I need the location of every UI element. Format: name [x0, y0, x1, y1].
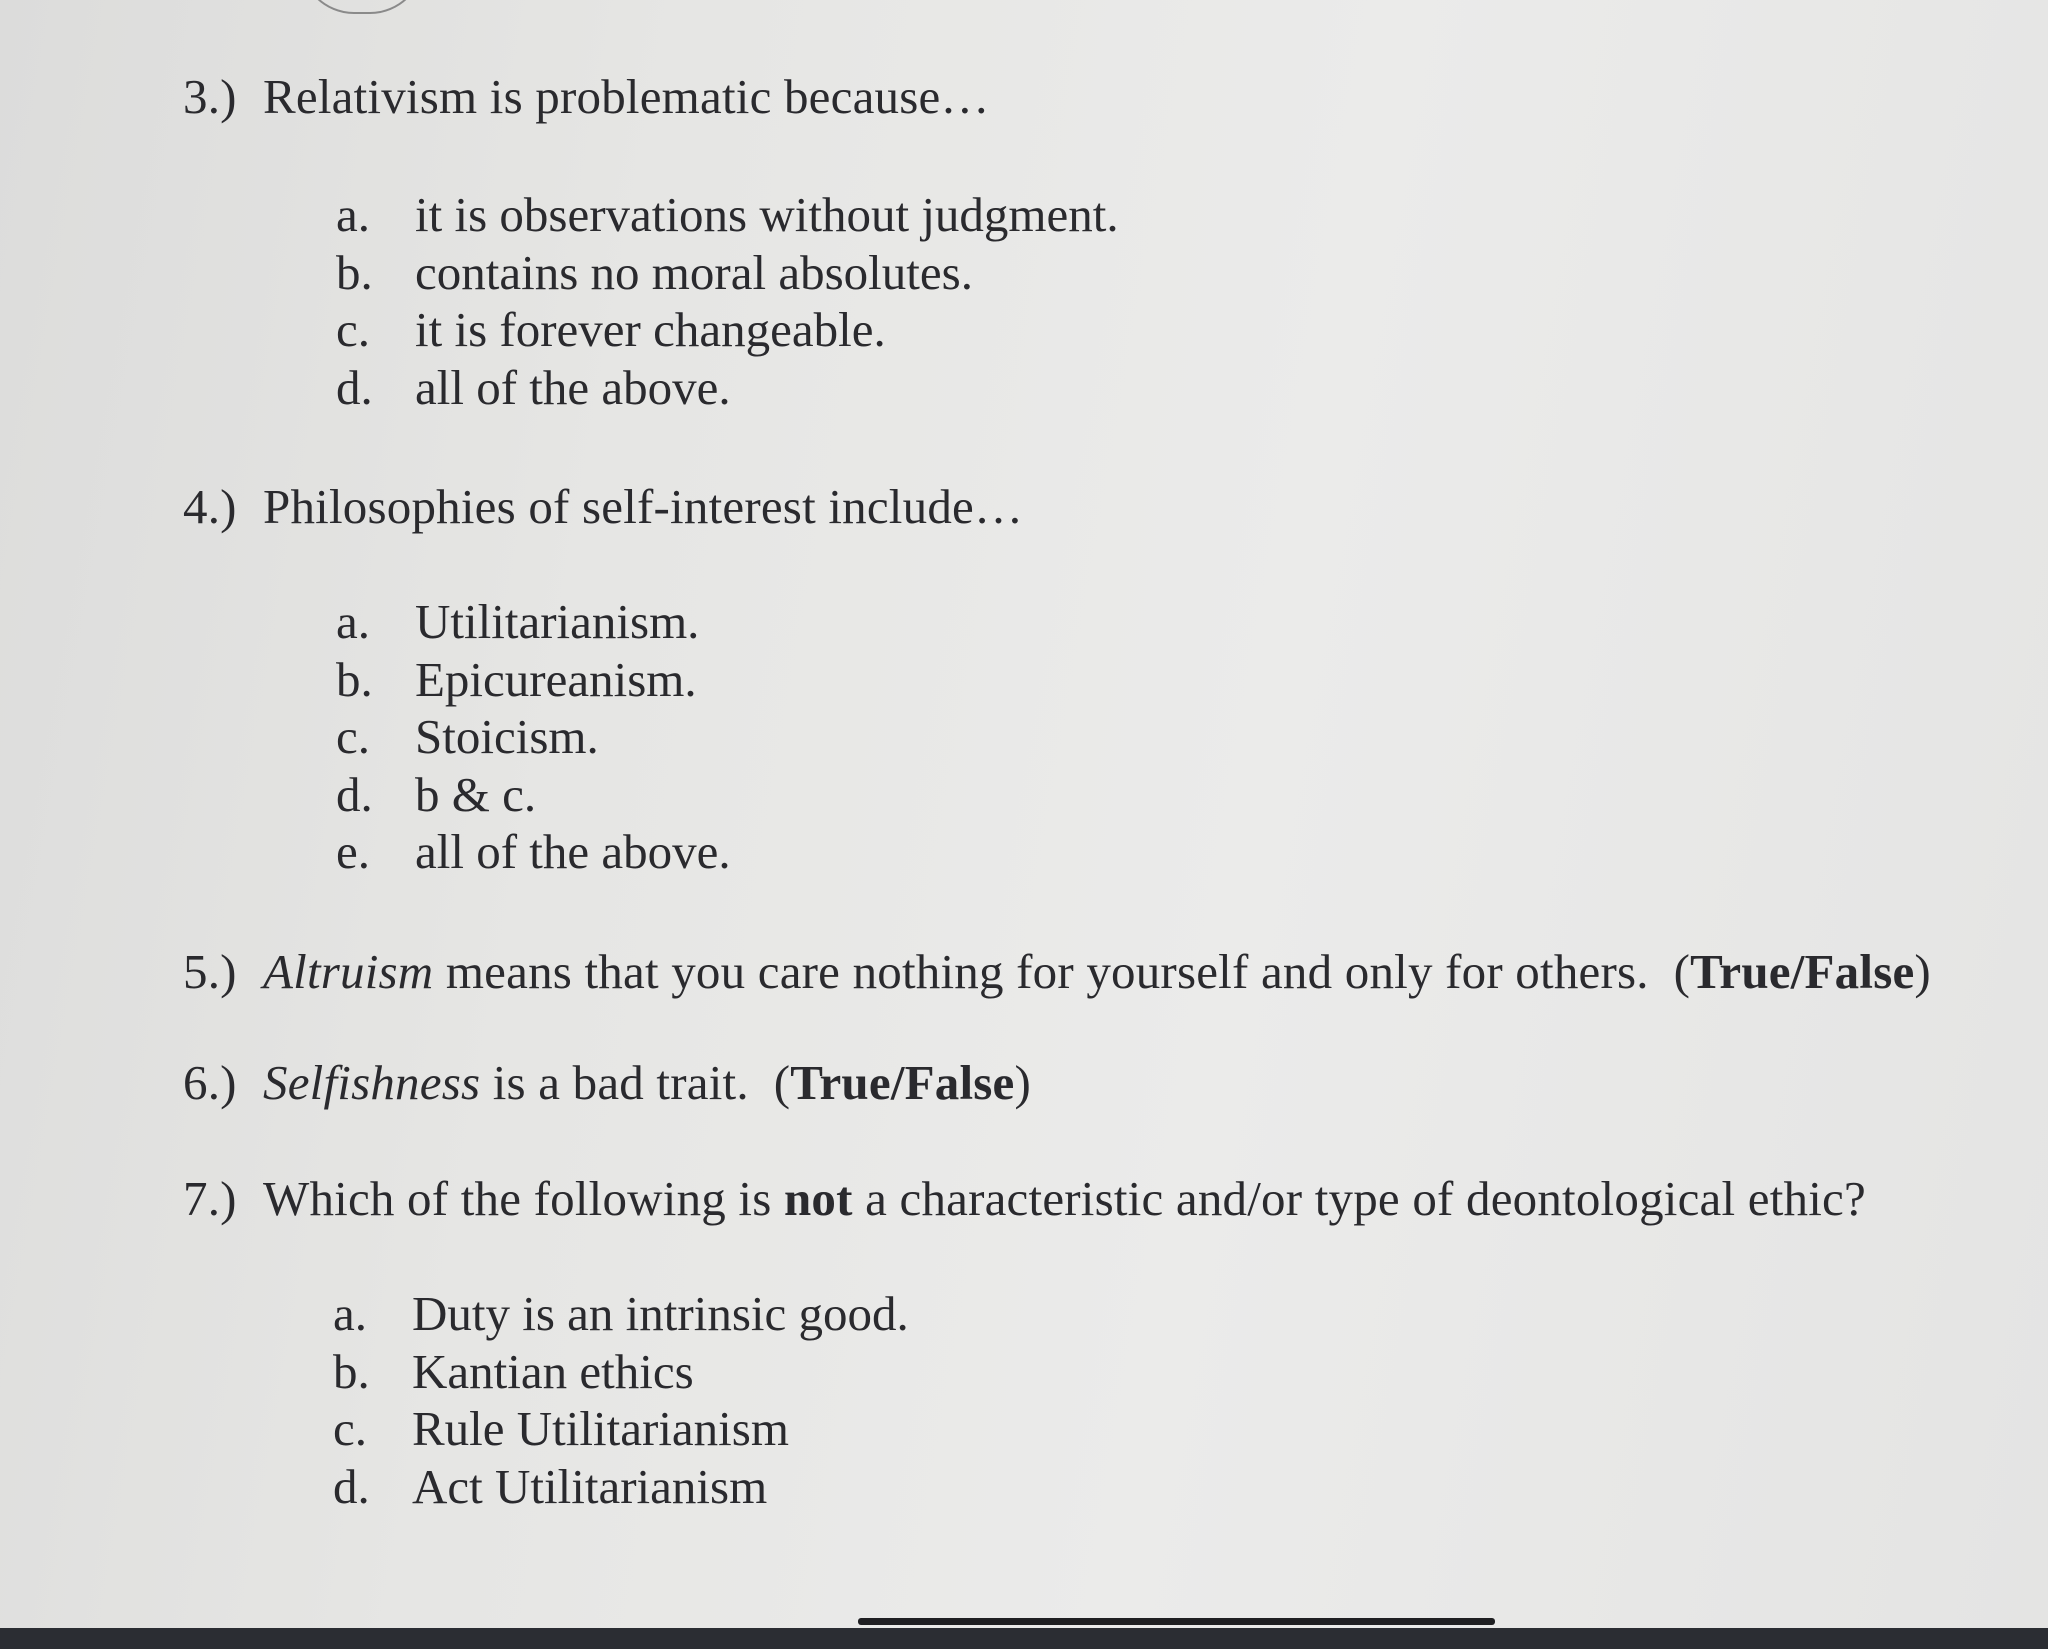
question-4 — [183, 478, 1023, 536]
option-letter: a. — [336, 187, 370, 242]
option-text: Act Utilitarianism — [412, 1458, 768, 1514]
option-text: contains no moral absolutes. — [415, 244, 973, 300]
option-text: all of the above. — [415, 824, 731, 879]
option-d — [336, 359, 1119, 417]
option-text: Stoicism. — [415, 709, 599, 764]
question-4-options — [336, 593, 731, 881]
option-b — [336, 244, 1119, 302]
question-7-options — [333, 1285, 909, 1515]
question-number: 6.) — [183, 1055, 237, 1110]
question-5 — [183, 943, 1931, 1001]
option-letter: b. — [336, 244, 373, 300]
option-letter: c. — [336, 709, 370, 764]
question-text: Philosophies of self-interest include… — [263, 479, 1024, 534]
option-text: it is observations without judgment. — [415, 187, 1119, 242]
question-number: 3.) — [183, 69, 237, 124]
true-false-answer: True/False — [1690, 944, 1915, 999]
question-text: Relativism is problematic because… — [263, 69, 990, 124]
option-a — [336, 593, 731, 651]
option-letter: b. — [333, 1343, 370, 1399]
option-letter: e. — [336, 824, 370, 879]
option-c — [336, 301, 1119, 359]
question-3-options — [336, 186, 1119, 416]
option-text: all of the above. — [415, 359, 731, 415]
question-term: Altruism — [263, 944, 434, 999]
option-text: Kantian ethics — [412, 1343, 694, 1399]
option-letter: a. — [336, 594, 370, 649]
option-letter: c. — [333, 1401, 367, 1456]
option-letter: d. — [336, 359, 373, 415]
option-text: Duty is an intrinsic good. — [412, 1286, 909, 1341]
question-number: 5.) — [183, 944, 237, 999]
option-letter: d. — [336, 766, 373, 822]
question-text: means that you care nothing for yourself and only for others. — [433, 944, 1649, 999]
question-text: is a bad trait. — [480, 1055, 749, 1110]
question-number: 4.) — [183, 479, 237, 534]
question-6 — [183, 1054, 1031, 1112]
screen-bezel — [0, 1628, 2048, 1649]
option-a — [336, 186, 1119, 244]
answer-open-paren: ( — [773, 1055, 791, 1110]
question-text: a characteristic and/or type of deontological ethic? — [852, 1171, 1866, 1226]
option-text: Rule Utilitarianism — [412, 1401, 789, 1456]
option-a — [333, 1285, 909, 1343]
question-3 — [183, 68, 990, 126]
answer-open-paren: ( — [1673, 944, 1691, 999]
option-text: Utilitarianism. — [415, 594, 700, 649]
option-letter: c. — [336, 302, 370, 357]
option-c — [336, 708, 731, 766]
option-letter: b. — [336, 651, 373, 707]
answer-close-paren: ) — [1014, 1055, 1032, 1110]
option-b — [336, 651, 731, 709]
option-e — [336, 823, 731, 881]
option-text: it is forever changeable. — [415, 302, 886, 357]
option-letter: a. — [333, 1286, 367, 1341]
option-d — [333, 1458, 909, 1516]
question-term: Selfishness — [263, 1055, 481, 1110]
question-text: Which of the following is — [263, 1171, 784, 1226]
answer-close-paren: ) — [1914, 944, 1931, 999]
option-d — [336, 766, 731, 824]
question-number: 7.) — [183, 1171, 237, 1226]
option-text: Epicureanism. — [415, 651, 697, 707]
question-emphasis: not — [783, 1171, 853, 1226]
underline-mark — [858, 1618, 1495, 1625]
option-c — [333, 1400, 909, 1458]
page-edge-mark — [300, 0, 424, 14]
option-letter: d. — [333, 1458, 370, 1514]
true-false-answer: True/False — [790, 1055, 1015, 1110]
option-text: b & c. — [415, 766, 537, 822]
question-7 — [183, 1170, 1866, 1228]
option-b — [333, 1343, 909, 1401]
